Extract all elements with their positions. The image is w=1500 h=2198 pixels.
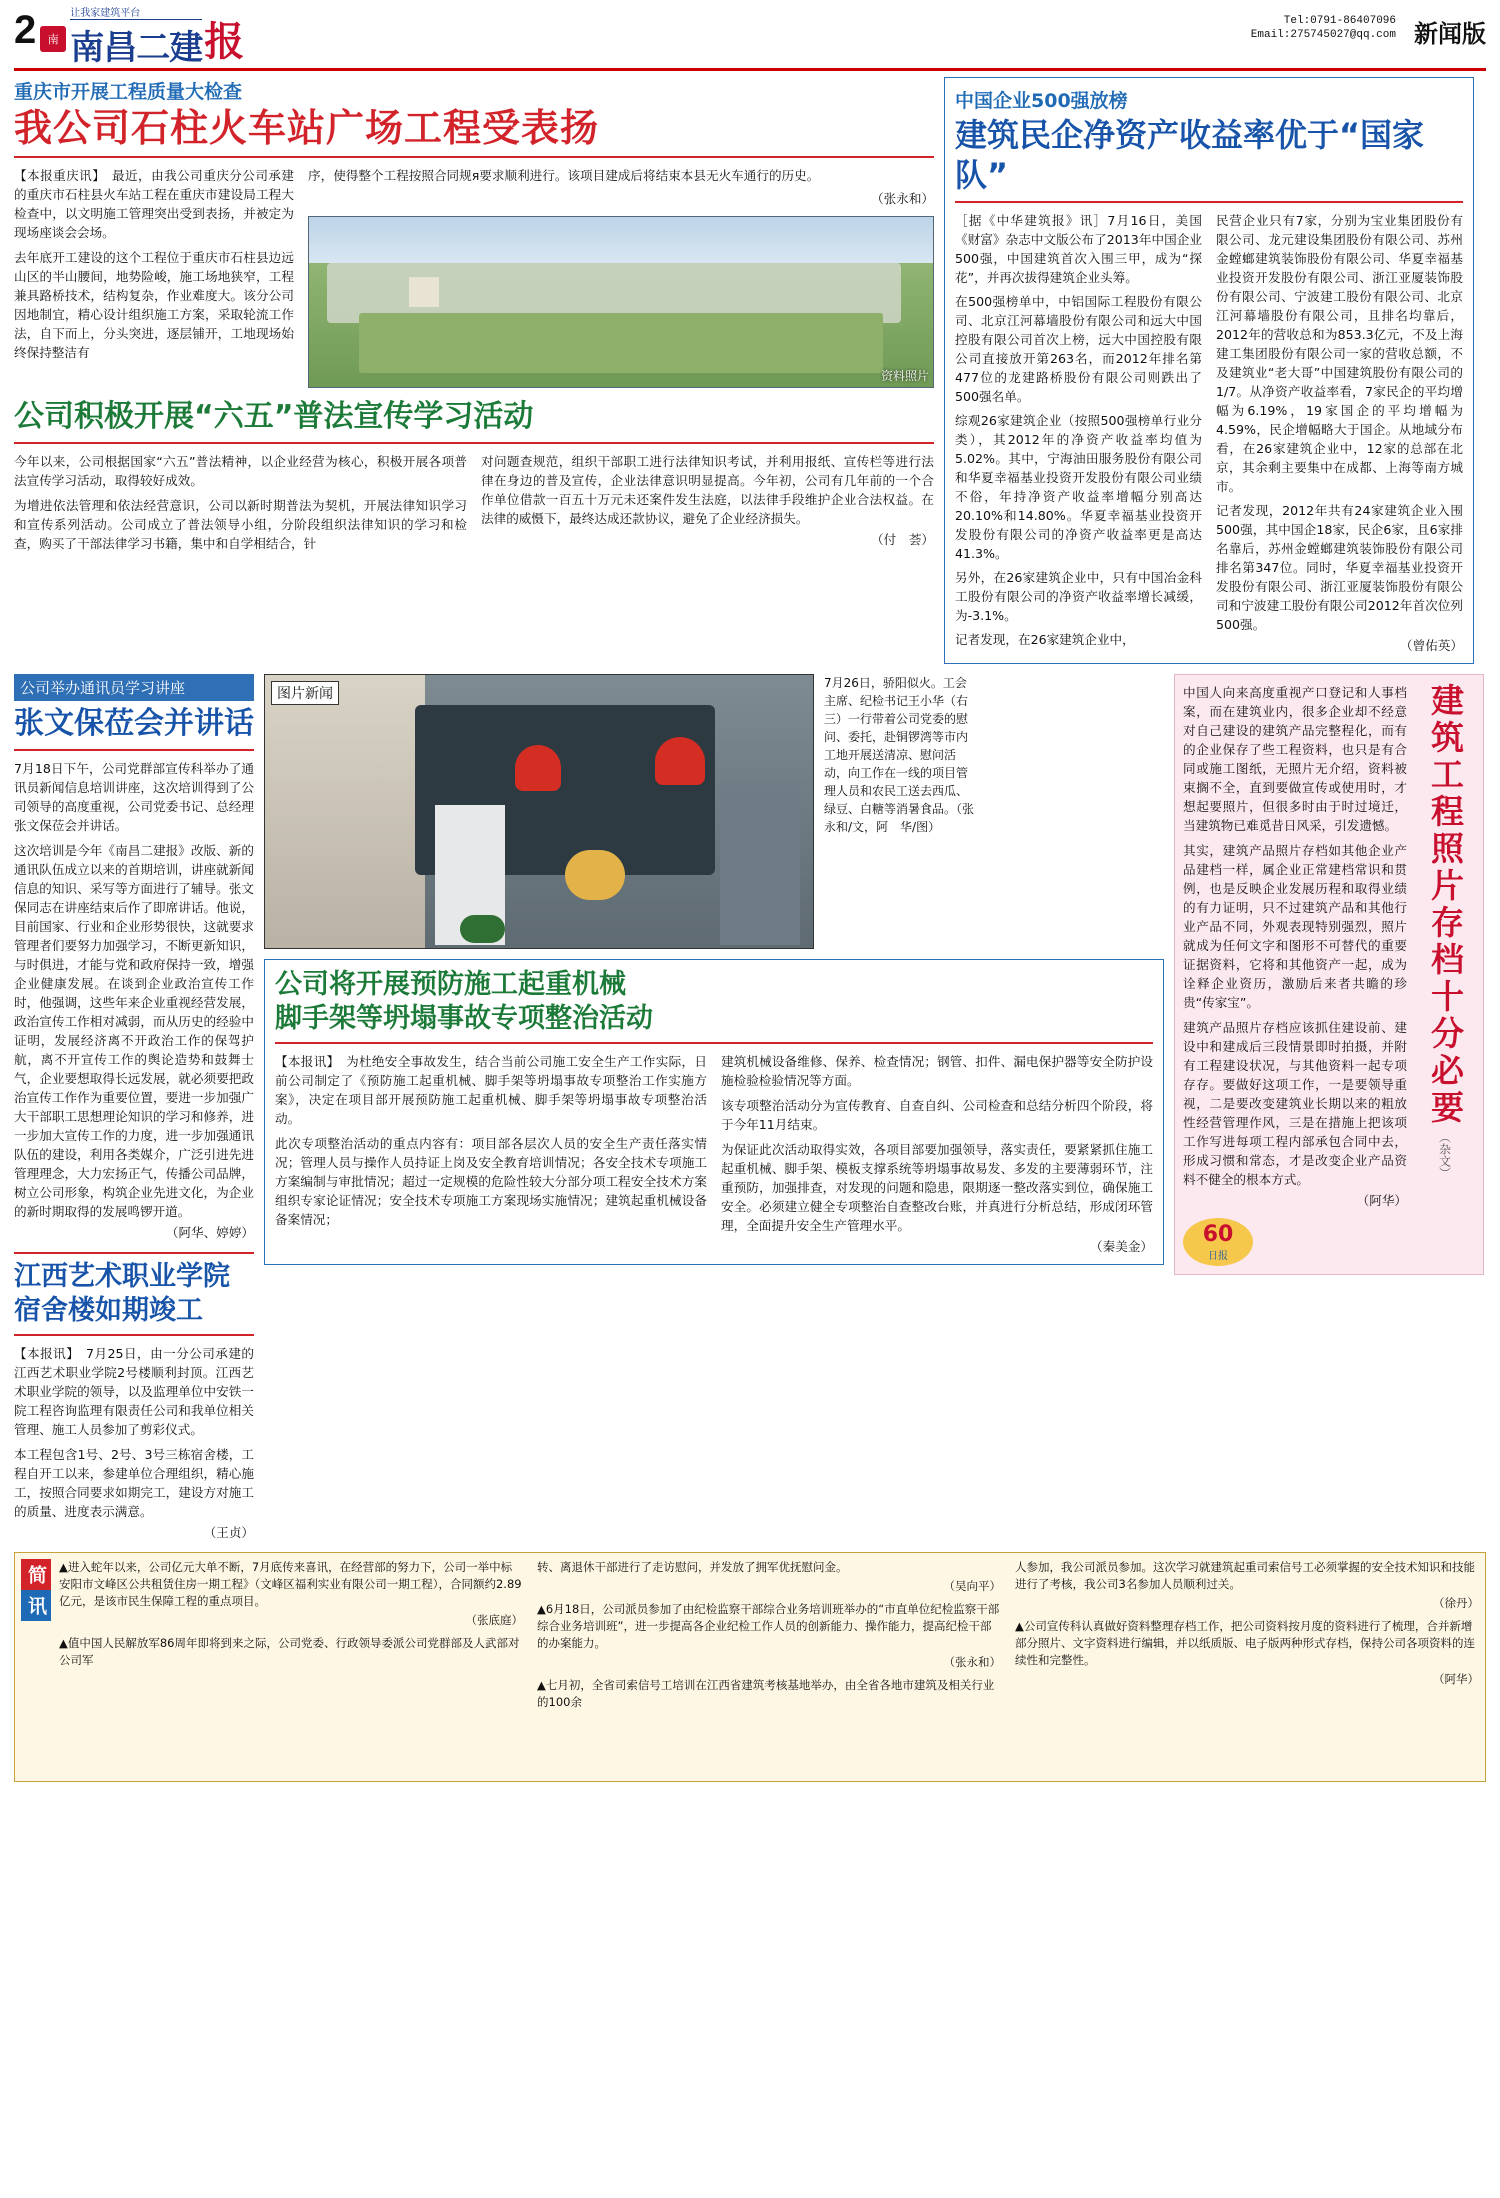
briefs-col-3	[1015, 1559, 1479, 1775]
china500-para-1: ［据《中华建筑报》讯］7月16日，美国《财富》杂志中文版公布了2013年中国企业500强，中国建筑首次入围三甲，成为“探花”，并再次拔得建筑企业头筹。	[955, 213, 1202, 285]
brief-item: ▲公司宣传科认真做好资料整理存档工作，把公司资料按月度的资料进行了梳理，合并新增部分照片、文字资料进行编辑，并以纸质版、电子版两种形式存档，保持公司各项资料的连续性和完整性。	[1015, 1619, 1475, 1667]
china500-box	[944, 77, 1474, 664]
lead-kicker: 重庆市开展工程质量大检查	[14, 81, 243, 103]
article6-para-5: 为保证此次活动取得实效，各项目部要加强领导，落实责任，要紧紧抓住施工起重机械、脚手架、模板支撑系统等坍塌事故易发、多发的主要薄弱环节，注重预防，加强排查，对发现的问题和隐患，限期逐一整改落实到位，确保施工安全。必须建立健全专项整治自查整改台账，并真进行分析总结，形成闭环管理，全面提升安全生产管理水平。	[721, 1142, 1153, 1233]
lead-photo	[308, 216, 934, 388]
essay-byline: （阿华）	[1356, 1193, 1407, 1208]
divider	[14, 749, 254, 751]
brief-item: ▲七月初，全省司索信号工培训在江西省建筑考核基地举办，由全省各地市建筑及相关行业的100余	[537, 1678, 995, 1709]
article4-byline: （阿华、婷婷）	[165, 1225, 254, 1240]
china500-para-4: 另外，在26家建筑企业中，只有中国冶金科工股份有限公司的净资产收益率增长减缓，为-3.1%。	[955, 570, 1202, 623]
article2-para-2: 为增进依法管理和依法经营意识，公司以新时期普法为契机，开展法律知识学习和宣传系列活动。公司成立了普法领导小组，分阶段组织法律知识的学习和检查，购买了干部法律学习书籍，集中和自学相结合，针	[14, 498, 467, 551]
china500-para-6: 民营企业只有7家，分别为宝业集团股份有限公司、龙元建设集团股份有限公司、苏州金螳螂建筑装饰股份有限公司、华夏幸福基业投资开发股份有限公司、浙江亚厦装饰股份有限公司、宁波建工股份有限公司、北京江河幕墙股份有限公司，且排名均靠后，2012年的营收总和为853.3亿元，不及上海建工集团股份有限公司一家的营收总额，不及建筑业“老大哥”中国建筑股份有限公司的1/7。从净资产收益率看，7家民企的平均增幅为6.19%，19家国企的平均增幅为4.59%，民企增幅略大于国企。从地域分布看，在26家建筑企业中，12家的总部在北京，其余剩主要集中在成都、上海等南方城市。	[1216, 213, 1463, 494]
photo-news-tag: 图片新闻	[271, 681, 339, 705]
article5-para-2: 本工程包含1号、2号、3号三栋宿舍楼，工程自开工以来，参建单位合理组织，精心施工，按照合同要求如期完工，建设方对施工的质量、进度表示满意。	[14, 1447, 254, 1519]
briefs-tag-1: 简	[21, 1559, 51, 1590]
article6-para-4: 该专项整治活动分为宣传教育、自查自纠、公司检查和总结分析四个阶段，将于今年11月结束。	[721, 1098, 1153, 1132]
article5-headline-line1: 江西艺术职业学院	[14, 1261, 230, 1292]
article2-col-2	[481, 452, 934, 553]
photo-news-caption: 7月26日，骄阳似火。工会主席、纪检书记王小华（右三）一行带着公司党委的慰问、委托，赴铜锣湾等市内工地开展送清凉、慰问活动，向工作在一线的项目管理人员和农民工送去西瓜、绿豆、白糖等消暑食品。（张永和/文，阿 华/图）	[824, 676, 975, 834]
lead-para-3: 序，使得整个工程按照合同规я要求顺利进行。该项目建成后将结束本县无火车通行的历史。	[308, 168, 820, 183]
lead-byline: （张永和）	[871, 191, 934, 206]
article6-col-2	[721, 1052, 1153, 1256]
article2-para-3: 对问题查规范，组织干部职工进行法律知识考试，并利用报纸、宣传栏等进行法律在身边的普及宣传，企业法律意识明显提高。今年初，公司有几年前的一个合作单位借款一百五十万元未还案件发生法庭，以法律手段维护企业合法权益。在法律的威慑下，最终达成还款协议，避免了企业经济损失。	[481, 454, 934, 526]
briefs-col-2	[537, 1559, 1001, 1775]
article6-headline-line2: 脚手架等坍塌事故专项整治活动	[275, 1003, 653, 1034]
page-number: 2	[14, 8, 37, 52]
brief-item: 转、离退休干部进行了走访慰问，并发放了拥军优抚慰问金。	[537, 1560, 848, 1574]
logo-60-sub: 日报	[1208, 1251, 1228, 1262]
brief-byline: （张底庭）	[465, 1613, 523, 1627]
article2-headline: 公司积极开展“六五”普法宣传学习活动	[14, 399, 534, 434]
divider	[14, 442, 934, 444]
article6-para-2: 此次专项整治活动的重点内容有：项目部各层次人员的安全生产责任落实情况；管理人员与操作人员持证上岗及安全教育培训情况；各安全技术专项施工方案编制与审批情况；超过一定规模的危险性较大分部分项工程安全技术方案组织专家论证情况；安全技术专项施工方案现场实施情况；建筑起重机械设备备案情况；	[275, 1136, 707, 1227]
lead-photo-caption: 资料照片	[880, 369, 929, 383]
china500-para-3: 综观26家建筑企业（按照500强榜单行业分类），其2012年的净资产收益率均值为5.02%。其中，宁海油田服务股份有限公司和华夏幸福基业投资开发股份有限公司业绩不俗，年持净资产收益率增幅分别高达20.10%和14.80%。华夏幸福基业投资开发股份有限公司的净资产收益率更是高达41.3%。	[955, 413, 1202, 561]
lead-column	[14, 77, 944, 664]
edition-label: 新闻版	[1414, 20, 1486, 48]
article4-boxtitle: 公司举办通讯员学习讲座	[14, 674, 254, 701]
brief-byline: （徐丹）	[1433, 1596, 1479, 1610]
logo-60-text: 60	[1202, 1222, 1234, 1247]
article5-headline-line2: 宿舍楼如期竣工	[14, 1295, 203, 1326]
contact-tel: Tel:0791-86407096	[1283, 15, 1396, 27]
lead-col-2	[308, 166, 934, 388]
article2-para-1: 今年以来，公司根据国家“六五”普法精神，以企业经营为核心，积极开展各项普法宣传学习活动，取得较好成效。	[14, 454, 467, 488]
briefs-tag-2: 讯	[21, 1590, 51, 1621]
essay-vertical-title: 建筑工程照片存档十分必要	[1426, 683, 1465, 1127]
divider	[14, 1334, 254, 1336]
photo-news-image	[264, 674, 814, 949]
logo-title: 南昌二建	[70, 28, 203, 68]
article6-para-1: 【本报讯】 为杜绝安全事故发生，结合当前公司施工安全生产工作实际，日前公司制定了《预防施工起重机械、脚手架等坍塌事故专项整治工作实施方案》，决定在项目部开展预防施工起重机械、脚手架等坍塌事故专项整治活动。	[275, 1054, 707, 1126]
article5	[14, 1252, 254, 1542]
article5-para-1: 【本报讯】 7月25日，由一分公司承建的江西艺术职业学院2号楼顺利封顶。江西艺术职业学院的领导，以及监理单位中安铁一院工程咨询监理有限责任公司和我单位相关管理、施工人员参加了剪彩仪式。	[14, 1346, 254, 1437]
article2-col-1	[14, 452, 467, 553]
lead-headline: 我公司石柱火车站广场工程受表扬	[14, 106, 600, 150]
training-column	[14, 674, 264, 1542]
photo-news	[264, 674, 1164, 949]
brief-byline: （吴向平）	[943, 1579, 1001, 1593]
article6-para-3: 建筑机械设备维修、保养、检查情况；钢管、扣件、漏电保护器等安全防护设施检验检验情况等方面。	[721, 1054, 1153, 1088]
essay-title-note: （杂文）	[1437, 1131, 1452, 1179]
china500-kicker: 中国企业500强放榜	[955, 90, 1128, 112]
article-falv	[14, 398, 934, 553]
china500-col-2	[1216, 211, 1463, 655]
article2-byline: （付 荟）	[871, 532, 934, 547]
briefs-section	[14, 1552, 1486, 1782]
essay-para-2: 其实，建筑产品照片存档如其他企业产品建档一样，属企业正常建档常识和贯例，也是反映企业发展历程和取得业绩的有力证明，只不过建筑产品和其他行业产品不同，外观表现特别强烈，照片就成为任何文字和图形不可替代的重要证据资料，它将和其他资产一起，成为诠释企业资历，激励后来者共瞻的珍贵“传家宝”。	[1183, 843, 1407, 1010]
logo-badge-icon: 南	[40, 26, 66, 52]
china500-para-2: 在500强榜单中，中铝国际工程股份有限公司、北京江河幕墙股份有限公司和远大中国控股有限公司首次上榜，远大中国控股有限公司直接放开第263名，而2012年排名第477位的龙建路桥股份有限公司则跌出了500强名单。	[955, 294, 1202, 404]
lead-para-1: 【本报重庆讯】 最近，由我公司重庆分公司承建的重庆市石柱县火车站工程在重庆市建设局工程大检查中，以文明施工管理突出受到表扬，并被定为现场座谈会会场。	[14, 168, 294, 240]
logo-red-char: 报	[204, 19, 245, 65]
divider	[14, 156, 934, 158]
brief-item: ▲值中国人民解放军86周年即将到来之际，公司党委、行政领导委派公司党群部及人武部对公司军	[59, 1636, 520, 1667]
china500-para-7: 记者发现，2012年共有24家建筑企业入围500强，其中国企18家，民企6家，且6家排名靠后，苏州金螳螂建筑装饰股份有限公司排名第347位。同时，华夏幸福基业投资开发股份有限公司、浙江亚厦装饰股份有限公司和宁波建工股份有限公司2012年首次位列500强。	[1216, 503, 1463, 632]
masthead	[14, 8, 1486, 71]
article4-para-1: 7月18日下午，公司党群部宣传科举办了通讯员新闻信息培训讲座，这次培训得到了公司领导的高度重视，公司党委书记、总经理张文保莅会并讲话。	[14, 761, 254, 833]
center-column	[264, 674, 1174, 1265]
china500-col-1	[955, 211, 1202, 655]
essay-para-3: 建筑产品照片存档应该抓住建设前、建设中和建成后三段情景即时拍摄，并附有工程建设状况，与其他资料一起专项存存。要做好这项工作，一是要领导重视，二是要改变建筑业长期以来的粗放性经营管理作风，三是在措施上把该项工作写进每项工程内部承包合同中去，形成习惯和常态，才是改变企业产品资料不健全的根本方式。	[1183, 1020, 1407, 1187]
lead-para-2: 去年底开工建设的这个工程位于重庆市石柱县边远山区的半山腰间，地势险峻，施工场地狭窄，工程兼具路桥技术，结构复杂，作业难度大。该分公司因地制宜，精心设计组织施工方案，采取轮流工作法，自下而上，分头突进，逐层铺开，工地现场始终保持整洁有	[14, 250, 294, 360]
china500-headline: 建筑民企净资产收益率优于“国家队”	[955, 116, 1425, 194]
brief-item: 人参加，我公司派员参加。这次学习就建筑起重司索信号工必须掌握的安全技术知识和技能进行了考核，我公司3名参加人员顺利过关。	[1015, 1560, 1475, 1591]
divider	[955, 201, 1463, 203]
top-section	[14, 77, 1486, 664]
article6-byline: （秦美金）	[1090, 1239, 1153, 1254]
article4-para-2: 这次培训是今年《南昌二建报》改版、新的通讯队伍成立以来的首期培训，讲座就新闻信息的知识、采写等方面进行了辅导。张文保同志在讲座结束后作了即席讲话。他说，目前国家、行业和企业形势很快，这就要求管理者们要努力加强学习，不断更新知识，与时俱进，才能与党和政府保持一致，增强企业健康发展。在谈到企业政治宣传工作时，他强调，这些年来企业重视经营发展，政治宣传工作相对减弱，而从历史的经验中证明，发展经济离不开政治工作的保驾护航，离不开宣传工作的舆论造势和鼓舞士气，企业要想取得长远发展，就必须要把政治宣传工作作为重要位置，要进一步加强广大干部职工思想理论知识的学习和修养，进一步加大宣传工作的力度，进一步加强通讯队伍的建设，利用各类媒介，广泛引进先进管理理念，大力宏扬正气，传播公司品牌，树立公司形象，构筑企业先进文化，为企业的新时期取得的发展鸣锣开道。	[14, 843, 254, 1219]
china500-byline: （曾佑英）	[1400, 638, 1463, 653]
article6	[264, 959, 1164, 1265]
article6-col-1	[275, 1052, 707, 1256]
china500-para-5: 记者发现，在26家建筑企业中，	[955, 632, 1135, 647]
brief-item: ▲进入蛇年以来，公司亿元大单不断，7月底传来喜讯，在经营部的努力下，公司一举中标安阳市文峰区公共租赁住房一期工程》（文峰区福利实业有限公司一期工程），合同额约2.89亿元，是该市民生保障工程的重点项目。	[59, 1560, 522, 1608]
brief-byline: （张永和）	[943, 1655, 1001, 1669]
essay-column	[1174, 674, 1484, 1275]
contact-email: Email:275745027@qq.com	[1250, 29, 1396, 41]
middle-section	[14, 674, 1486, 1542]
logo-subtitle: 让我家建筑平台	[70, 8, 202, 20]
logo-60-icon	[1183, 1218, 1253, 1266]
photo-news-caption-wrap	[814, 674, 974, 836]
essay-para-1: 中国人向来高度重视产口登记和人事档案，而在建筑业内，很多企业却不经意对自己建设的建筑产品完整程化，而有的企业保存了些工程资料，也只是有合同或施工图纸，无照片无介绍，资料被束搁不全，直到要做宣传或使用时，才想起要照片，但很多时由于时过境迁，当建筑物已难觅昔日风采，引发遗憾。	[1183, 685, 1407, 833]
article6-headline-line1: 公司将开展预防施工起重机械	[275, 969, 626, 1000]
article4-headline: 张文保莅会并讲话	[14, 706, 254, 741]
brief-item: ▲6月18日，公司派员参加了由纪检监察干部综合业务培训班举办的“市直单位纪检监察干部综合业务培训班”，进一步提高各企业纪检工作人员的创新能力、操作能力，提高纪检干部的办案能力。	[537, 1602, 1000, 1650]
brief-byline: （阿华）	[1433, 1672, 1479, 1686]
contact-info	[1251, 8, 1396, 42]
article5-byline: （王贞）	[203, 1525, 254, 1540]
divider	[275, 1042, 1153, 1044]
briefs-col-1	[59, 1559, 523, 1775]
lead-col-1	[14, 166, 294, 362]
newspaper-logo	[40, 8, 244, 69]
